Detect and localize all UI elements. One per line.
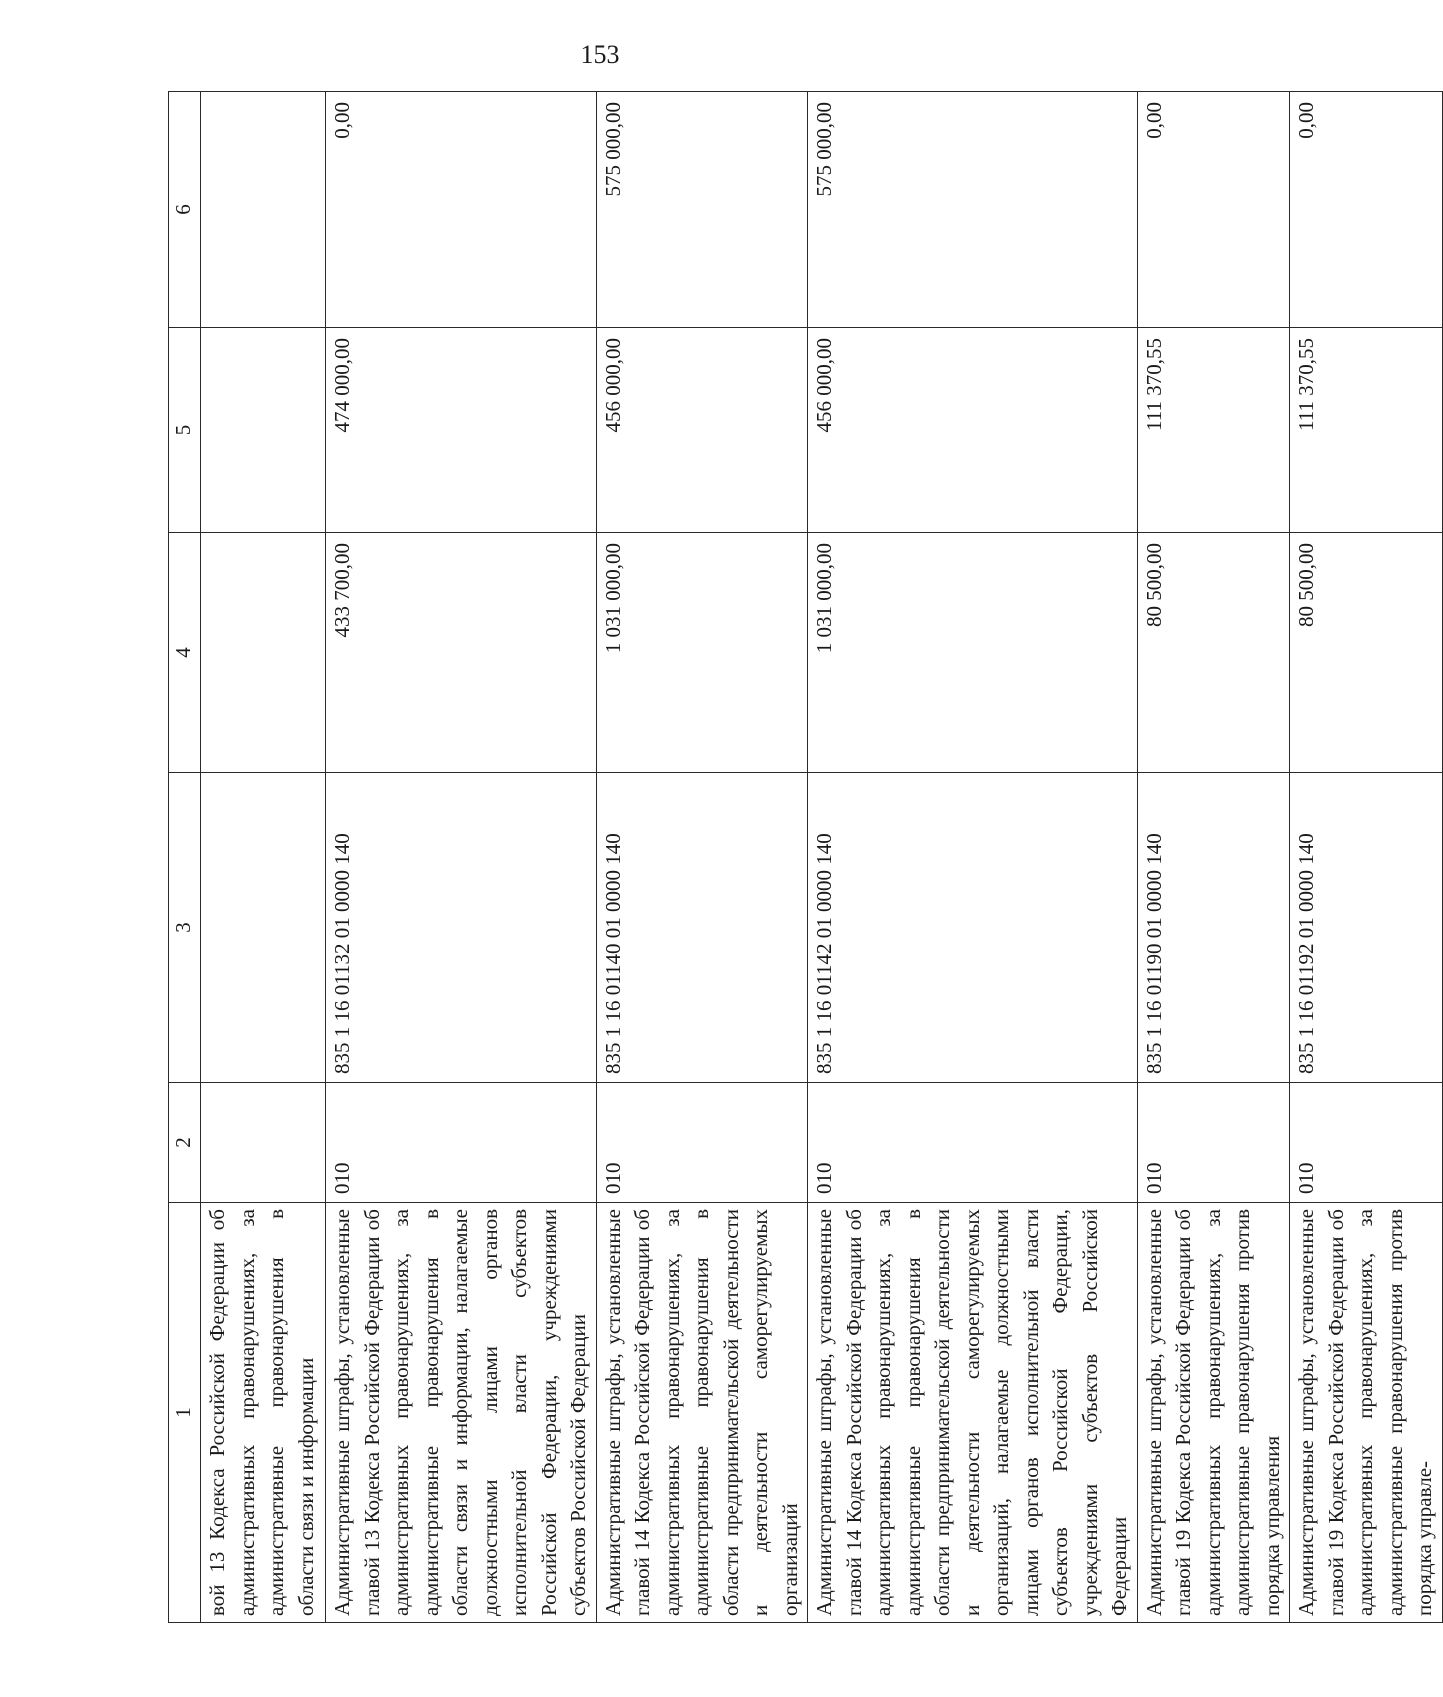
row-budget-code: 835 1 16 01190 01 0000 140: [1137, 773, 1290, 1083]
row-value-6: 0,00: [1137, 92, 1290, 328]
row-code: 010: [1290, 1083, 1443, 1203]
row-value-5: 456 000,00: [596, 328, 808, 533]
row-code: 010: [1137, 1083, 1290, 1203]
column-header: 4: [169, 533, 201, 773]
row-budget-code: 835 1 16 01192 01 0000 140: [1290, 773, 1443, 1083]
row-code: 010: [596, 1083, 808, 1203]
column-header: 1: [169, 1203, 201, 1623]
row-value-4: [201, 533, 326, 773]
column-header: 2: [169, 1083, 201, 1203]
row-value-4: 80 500,00: [1137, 533, 1290, 773]
row-value-5: 111 370,55: [1290, 328, 1443, 533]
row-value-6: [201, 92, 326, 328]
row-value-5: 111 370,55: [1137, 328, 1290, 533]
table-header-row: [169, 92, 201, 1623]
row-budget-code: [201, 773, 326, 1083]
table-row: [1290, 92, 1443, 1623]
table-row: [596, 92, 808, 1623]
row-description: Административные штрафы, установленные главой 13 Кодекса Российской Федерации об административных правонарушениях, за административные правонарушения в области связи и информации, налагаемые должностными лицами органов исполнительной власти субъектов Российской Федерации, учреждениями субъектов Российской Федерации: [326, 1203, 597, 1623]
row-value-6: 0,00: [326, 92, 597, 328]
table-row: [201, 92, 326, 1623]
column-header: 5: [169, 328, 201, 533]
rotated-table-inner: [168, 92, 1436, 1623]
table-row: [808, 92, 1138, 1623]
rotated-table-wrapper: [168, 92, 1436, 1623]
table-row: [1137, 92, 1290, 1623]
row-value-6: 575 000,00: [808, 92, 1138, 328]
row-description: Административные штрафы, установленные главой 19 Кодекса Российской Федерации об административных правонарушениях, за административные правонарушения против порядка управле-: [1290, 1203, 1443, 1623]
row-value-6: 0,00: [1290, 92, 1443, 328]
row-value-4: 80 500,00: [1290, 533, 1443, 773]
row-value-5: 474 000,00: [326, 328, 597, 533]
row-description: Административные штрафы, установленные главой 14 Кодекса Российской Федерации об административных правонарушениях, за административные правонарушения в области предпринимательской деятельности и деятельности саморегулируемых организаций: [596, 1203, 808, 1623]
row-value-5: [201, 328, 326, 533]
row-code: [201, 1083, 326, 1203]
row-description: Административные штрафы, установленные главой 14 Кодекса Российской Федерации об административных правонарушениях, за административные правонарушения в области предпринимательской деятельности и деятельности саморегулируемых организаций, налагаемые должностными лицами органов исполнительной власти субъектов Российской Федерации, учреждениями субъектов Российской Федерации: [808, 1203, 1138, 1623]
revenue-table: [168, 91, 1443, 1623]
table-row: [326, 92, 597, 1623]
row-budget-code: 835 1 16 01142 01 0000 140: [808, 773, 1138, 1083]
row-value-5: 456 000,00: [808, 328, 1138, 533]
row-budget-code: 835 1 16 01132 01 0000 140: [326, 773, 597, 1083]
row-description: Административные штрафы, установленные главой 19 Кодекса Российской Федерации об административных правонарушениях, за административные правонарушения против порядка управления: [1137, 1203, 1290, 1623]
page-number: 153: [580, 40, 620, 69]
row-value-6: 575 000,00: [596, 92, 808, 328]
row-value-4: 433 700,00: [326, 533, 597, 773]
column-header: 6: [169, 92, 201, 328]
row-budget-code: 835 1 16 01140 01 0000 140: [596, 773, 808, 1083]
row-value-4: 1 031 000,00: [808, 533, 1138, 773]
row-description: вой 13 Кодекса Российской Федерации об административных правонарушениях, за административные правонарушения в области связи и информации: [201, 1203, 326, 1623]
row-value-4: 1 031 000,00: [596, 533, 808, 773]
row-code: 010: [326, 1083, 597, 1203]
row-code: 010: [808, 1083, 1138, 1203]
column-header: 3: [169, 773, 201, 1083]
